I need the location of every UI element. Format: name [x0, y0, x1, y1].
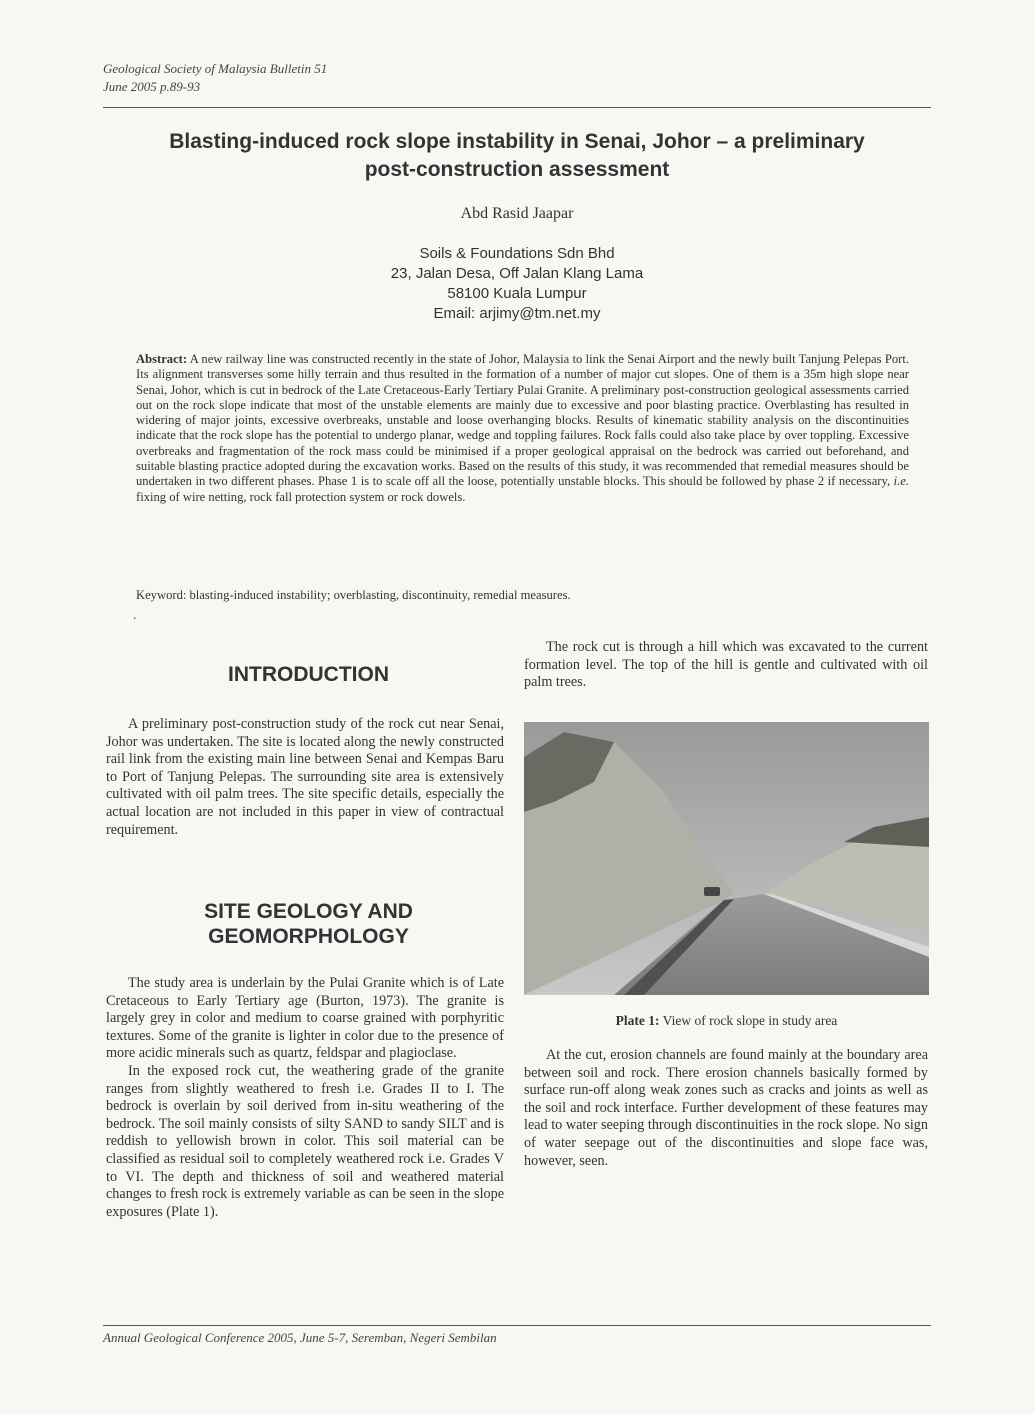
- site-geology-heading-line-1: SITE GEOLOGY AND: [204, 900, 413, 923]
- affiliation-city: 58100 Kuala Lumpur: [447, 285, 587, 302]
- site-geology-paragraph-1: The study area is underlain by the Pulai Granite which is of Late Cretaceous to Early Tertiary age (Burton, 1973). The granite is largely grey in color and medium to coarse grained with porphyritic textures. Some of the granite is lighter in color due to the presence of more acidic minerals such as quartz, feldspar and plagioclase.: [106, 975, 504, 1062]
- plate-1-photo: [524, 722, 929, 995]
- abstract: [136, 352, 909, 505]
- plate-caption-text: View of rock slope in study area: [659, 1013, 838, 1028]
- affiliation-email: Email: arjimy@tm.net.my: [433, 305, 601, 322]
- stray-mark: .: [133, 608, 137, 623]
- rock-cut-paragraph: The rock cut is through a hill which was excavated to the current formation level. The top of the hill is gentle and cultivated with oil palm trees.: [524, 639, 928, 691]
- affiliation-street: 23, Jalan Desa, Off Jalan Klang Lama: [390, 265, 644, 282]
- erosion-body: [524, 1047, 928, 1170]
- issue-pages: June 2005 p.89-93: [103, 79, 201, 94]
- rock-cut-body: [524, 639, 928, 692]
- paper-title: [103, 128, 931, 184]
- abstract-text: A new railway line was constructed recently in the state of Johor, Malaysia to link the Senai Airport and the newly built Tanjung Pelepas Port. Its alignment transverses some hilly terrain and thus resulted in the formation of a number of major cut slopes. One of them is a 35m high slope near Senai, Johor, which is cut in bedrock of the Late Cretaceous-Early Tertiary Pulai Granite. A preliminary post-construction geological assessments carried out on the rock slope indicate that most of the unstable elements are mainly due to excessive and poor blasting practice. Overblasting has resulted in widering of major joints, excessive overbreaks, unstable and loose overhanging blocks. Results of kinematic stability analysis on the discontinuities indicate that the rock slope has the potential to undergo planar, wedge and toppling failures. Rock falls could also take place by over toppling. Excessive overbreaks and fragmentation of the rock mass could be minimised if a proper geological appraisal on the bedrock was carried out beforehand, and suitable blasting practice adopted during the excavation works. Based on the results of this study, it was recommended that remedial measures should be undertaken in two different phases. Phase 1 is to scale off all the loose, potentially unstable blocks. This should be followed by phase 2 if necessary,: [136, 352, 909, 489]
- title-line-2: post-construction assessment: [364, 158, 670, 181]
- abstract-ie: i.e.: [893, 474, 909, 489]
- abstract-text-end: fixing of wire netting, rock fall protection system or rock dowels.: [136, 489, 466, 504]
- footer-rule: [103, 1325, 931, 1326]
- title-line-1: Blasting-induced rock slope instability in Senai, Johor – a preliminary: [169, 130, 865, 153]
- rock-slope-photo: [524, 722, 929, 995]
- header-rule: [103, 107, 931, 108]
- affiliation: [103, 244, 931, 324]
- site-geology-heading-line-2: GEOMORPHOLOGY: [208, 925, 409, 948]
- introduction-heading: INTRODUCTION: [228, 663, 389, 686]
- footer: Annual Geological Conference 2005, June 5-7, Seremban, Negeri Sembilan: [103, 1330, 497, 1345]
- site-geology-body: [106, 975, 504, 1221]
- site-geology-paragraph-2: In the exposed rock cut, the weathering grade of the granite ranges from slightly weathered to fresh i.e. Grades II to I. The bedrock is overlain by soil derived from in-situ weathering of the bedrock. The soil mainly consists of silty SAND to sandy SILT and is reddish to yellowish brown in color. This soil material can be classified as residual soil to completely weathered rock i.e. Grades V to VI. The depth and thickness of soil and weathered material changes to fresh rock is extremely variable as can be seen in the slope exposures (Plate 1).: [106, 1062, 504, 1220]
- introduction-paragraph: A preliminary post-construction study of the rock cut near Senai, Johor was undertaken. The site is located along the newly constructed rail link from the existing main line between Senai and Kempas Baru to Port of Tanjung Pelepas. The surrounding site area is extensively cultivated with oil palm trees. The site specific details, especially the actual location are not included in this paper in view of contractual requirement.: [106, 716, 504, 838]
- author-name: Abd Rasid Jaapar: [460, 205, 574, 222]
- abstract-label: Abstract:: [136, 352, 188, 366]
- running-head: [103, 60, 327, 96]
- journal-name: Geological Society of Malaysia Bulletin 51: [103, 61, 328, 76]
- plate-1-caption: [524, 1013, 929, 1029]
- erosion-paragraph: At the cut, erosion channels are found mainly at the boundary area between soil and rock. There erosion channels basically formed by surface run-off along weak zones such as cracks and joints as well as the soil and rock interface. Further development of these features may lead to water seeping through discontinuities in the rock slope. No sign of water seepage out of the discontinuities and slope face was, however, seen.: [524, 1047, 928, 1169]
- site-geology-heading: [106, 899, 511, 949]
- affiliation-company: Soils & Foundations Sdn Bhd: [419, 245, 615, 262]
- vehicle: [704, 887, 720, 896]
- keywords: Keyword: blasting-induced instability; overblasting, discontinuity, remedial measures.: [136, 588, 571, 602]
- plate-label: Plate 1:: [615, 1013, 660, 1028]
- introduction-body: [106, 716, 504, 839]
